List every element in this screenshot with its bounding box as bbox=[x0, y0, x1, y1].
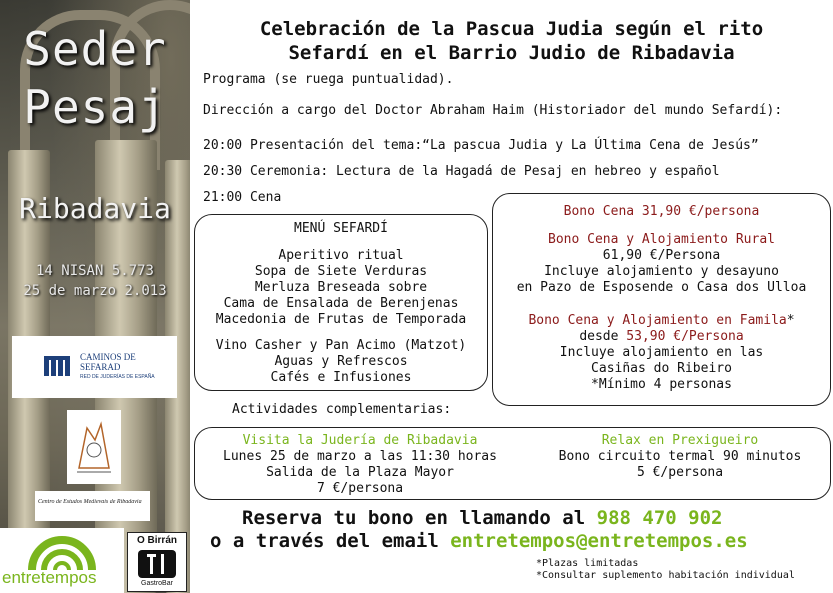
visita-title: Visita la Judería de Ribadavia bbox=[242, 433, 478, 448]
reserva-email[interactable]: entretempos@entretempos.es bbox=[450, 530, 748, 552]
menu-box bbox=[194, 214, 488, 391]
caminos-title: CAMINOS DE bbox=[80, 352, 136, 362]
menu-drink: Cafés e Infusiones bbox=[270, 370, 412, 385]
reserva-phone[interactable]: 988 470 902 bbox=[596, 507, 723, 529]
schedule-item-2100: 21:00 Cena bbox=[203, 190, 282, 205]
header-title-line2: Sefardí en el Barrio Judio de Ribadavia bbox=[288, 42, 735, 64]
menu-title: MENÚ SEFARDÍ bbox=[294, 221, 388, 236]
bono-familia-desc1: Incluye alojamiento en las bbox=[559, 345, 764, 360]
emblem-icon bbox=[67, 410, 121, 484]
menu-item: Cama de Ensalada de Berenjenas bbox=[223, 296, 459, 311]
relax-block bbox=[530, 428, 830, 499]
visita-line2: Salida de la Plaza Mayor bbox=[266, 465, 454, 480]
entretempos-arc-icon bbox=[0, 528, 124, 573]
visita-block bbox=[195, 428, 525, 499]
logo-caminos-de-sefarad bbox=[12, 336, 177, 398]
bono-familia-star: * bbox=[786, 313, 795, 328]
visita-line1: Lunes 25 de marzo a las 11:30 horas bbox=[223, 449, 497, 464]
date-hebrew: 14 NISAN 5.773 bbox=[35, 263, 154, 279]
place-ribadavia: Ribadavia bbox=[19, 192, 171, 225]
schedule-item-2000: 20:00 Presentación del tema:“La pascua Judia y La Última Cena de Jesús” bbox=[203, 138, 759, 153]
reserva-text: Reserva tu bono en llamando al bbox=[242, 507, 586, 529]
bono-rural-desc2: en Pazo de Esposende o Casa dos Ulloa bbox=[516, 280, 807, 295]
relax-price: 5 €/persona bbox=[636, 465, 724, 480]
bono-rural-title: Bono Cena y Alojamiento Rural bbox=[548, 232, 775, 247]
schedule-item-2030: 20:30 Ceremonia: Lectura de la Hagadá de Pesaj en hebreo y español bbox=[203, 164, 720, 179]
reserva-line2 bbox=[210, 530, 748, 552]
menu-item: Aperitivo ritual bbox=[278, 248, 404, 263]
birran-title: O Birrán bbox=[136, 535, 177, 546]
bono-familia-price-line bbox=[493, 329, 830, 344]
caminos-icon bbox=[42, 352, 72, 380]
menu-item: Sopa de Siete Verduras bbox=[254, 264, 428, 279]
logo-centro-estudos-image bbox=[67, 410, 121, 484]
intro-direccion: Dirección a cargo del Doctor Abraham Haim (Historiador del mundo Sefardí): bbox=[203, 103, 783, 118]
header-title-line1: Celebración de la Pascua Judia según el rito bbox=[259, 18, 764, 40]
actividades-box bbox=[194, 427, 831, 500]
actividades-title: Actividades complementarias: bbox=[232, 402, 452, 417]
visita-price: 7 €/persona bbox=[316, 481, 404, 496]
intro-programa: Programa (se ruega puntualidad). bbox=[203, 72, 454, 87]
relax-title: Relax en Prexigueiro bbox=[601, 433, 759, 448]
caminos-sub: SEFARAD bbox=[80, 362, 121, 372]
bono-rural-price: 61,90 €/Persona bbox=[602, 248, 721, 263]
note-suplemento: *Consultar suplemento habitación individual bbox=[536, 570, 795, 581]
bono-familia-title-line bbox=[493, 313, 830, 328]
relax-line1: Bono circuito termal 90 minutos bbox=[558, 449, 802, 464]
bono-familia-desc2: Casiñas do Ribeiro bbox=[591, 361, 732, 376]
bono-cena: Bono Cena 31,90 €/persona bbox=[563, 204, 760, 219]
bono-familia-desc3: *Mínimo 4 personas bbox=[591, 377, 732, 392]
caminos-small: RED DE JUDERÍAS DE ESPAÑA bbox=[80, 374, 155, 380]
logo-entretempos bbox=[0, 528, 124, 593]
menu-item: Macedonia de Frutas de Temporada bbox=[215, 312, 467, 327]
cutlery-icon bbox=[138, 550, 176, 578]
menu-drink: Vino Casher y Pan Acimo (Matzot) bbox=[215, 338, 467, 353]
note-plazas: *Plazas limitadas bbox=[536, 558, 639, 569]
date-gregorian: 25 de marzo 2.013 bbox=[23, 283, 167, 299]
title-seder: Seder bbox=[23, 22, 167, 76]
reserva-email-text: o a través del email bbox=[210, 530, 439, 552]
entretempos-text: entretempos bbox=[2, 568, 97, 587]
left-photo-panel bbox=[0, 0, 190, 593]
title-pesaj: Pesaj bbox=[23, 80, 167, 134]
bono-familia-price: 53,90 €/Persona bbox=[626, 329, 744, 344]
main-content bbox=[190, 0, 833, 593]
logo-o-birran bbox=[127, 532, 187, 592]
bonos-box bbox=[492, 193, 831, 406]
bono-familia-desde: desde bbox=[579, 329, 619, 344]
bono-familia-title: Bono Cena y Alojamiento en Famila bbox=[528, 313, 787, 328]
logo-centro-estudos bbox=[35, 491, 150, 521]
bono-rural-desc1: Incluye alojamiento y desayuno bbox=[544, 264, 779, 279]
reserva-line1 bbox=[242, 507, 722, 529]
menu-item: Merluza Breseada sobre bbox=[254, 280, 428, 295]
birran-sub: GastroBar bbox=[141, 580, 173, 587]
centro-text: Centro de Estudos Medievais de Ribadavia bbox=[38, 499, 142, 505]
menu-drink: Aguas y Refrescos bbox=[274, 354, 408, 369]
